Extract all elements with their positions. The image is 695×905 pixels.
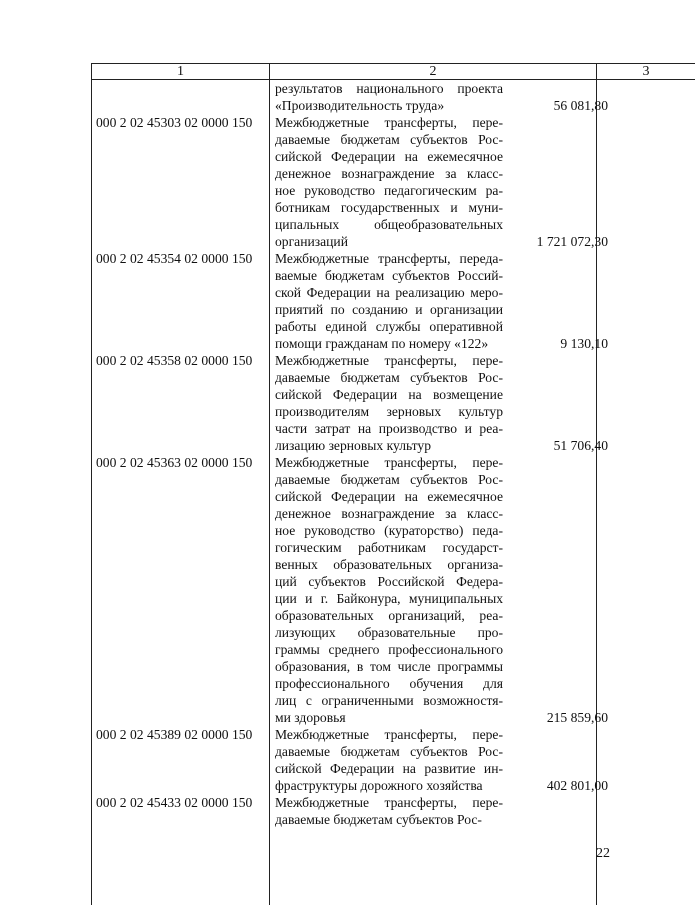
description-line: образовательных организаций, реа- — [275, 608, 503, 623]
row-amount: 1 721 072,30 — [536, 234, 608, 249]
row-code: 000 2 02 45303 02 0000 150 — [96, 115, 253, 130]
description-line: ций субъектов Российской Федера- — [275, 574, 503, 589]
description-line: Межбюджетные трансферты, пере- — [275, 115, 503, 130]
row-amount: 51 706,40 — [553, 438, 608, 453]
description-line: венных образовательных организа- — [275, 557, 503, 572]
row-description — [275, 726, 503, 794]
description-line: Межбюджетные трансферты, пере- — [275, 795, 503, 810]
page-number: 22 — [596, 846, 610, 861]
description-line: Межбюджетные трансферты, пере- — [275, 455, 503, 470]
description-line: производителям зерновых культур — [275, 404, 503, 419]
description-line: даваемые бюджетам субъектов Рос- — [275, 370, 503, 385]
description-line: ваемые бюджетам субъектов Россий- — [275, 268, 503, 283]
header-col-3: 3 — [596, 63, 695, 80]
description-line: ми здоровья — [275, 710, 346, 725]
description-line: результатов национального проекта — [275, 81, 503, 96]
description-line: денежное вознаграждение за класс- — [275, 506, 503, 521]
description-line: части затрат на производство и реа- — [275, 421, 503, 436]
description-line: ции и г. Байконура, муниципальных — [275, 591, 503, 606]
description-line: даваемые бюджетам субъектов Рос- — [275, 812, 482, 827]
description-line: сийской Федерации на развитие ин- — [275, 761, 503, 776]
description-line: даваемые бюджетам субъектов Рос- — [275, 472, 503, 487]
row-amount: 9 130,10 — [560, 336, 608, 351]
description-line: Межбюджетные трансферты, пере- — [275, 353, 503, 368]
header-col-2: 2 — [269, 63, 596, 80]
table-divider-1 — [269, 63, 270, 905]
row-description — [275, 454, 503, 726]
row-amount: 56 081,80 — [553, 98, 608, 113]
description-line: даваемые бюджетам субъектов Рос- — [275, 744, 503, 759]
row-code: 000 2 02 45354 02 0000 150 — [96, 251, 253, 266]
description-line: лизацию зерновых культур — [275, 438, 432, 453]
table-border-left — [91, 63, 92, 905]
description-line: ное руководство (кураторство) педа- — [275, 523, 503, 538]
description-line: работы единой службы оперативной — [275, 319, 503, 334]
description-line: ской Федерации на реализацию меро- — [275, 285, 503, 300]
description-line: приятий по созданию и организации — [275, 302, 503, 317]
row-code: 000 2 02 45433 02 0000 150 — [96, 795, 253, 810]
description-line: лиц с ограниченными возможностя- — [275, 693, 503, 708]
row-description — [275, 352, 503, 454]
description-line: сийской Федерации на возмещение — [275, 387, 503, 402]
description-line: ципальных общеобразовательных — [275, 217, 503, 232]
description-line: образования, в том числе программы — [275, 659, 503, 674]
description-line: даваемые бюджетам субъектов Рос- — [275, 132, 503, 147]
description-line: ботникам государственных и муни- — [275, 200, 503, 215]
row-amount: 402 801,00 — [546, 778, 608, 793]
row-description — [275, 80, 503, 114]
description-line: ное руководство педагогическим ра- — [275, 183, 503, 198]
description-line: денежное вознаграждение за класс- — [275, 166, 503, 181]
description-line: лизующих образовательные про- — [275, 625, 503, 640]
description-line: фраструктуры дорожного хозяйства — [275, 778, 483, 793]
description-line: сийской Федерации на ежемесячное — [275, 149, 503, 164]
description-line: Межбюджетные трансферты, пере- — [275, 727, 503, 742]
description-line: Межбюджетные трансферты, переда- — [275, 251, 503, 266]
row-code: 000 2 02 45358 02 0000 150 — [96, 353, 253, 368]
row-amount: 215 859,60 — [546, 710, 608, 725]
header-col-1: 1 — [91, 63, 269, 80]
description-line: гогическим работникам государст- — [275, 540, 503, 555]
description-line: организаций — [275, 234, 348, 249]
row-description — [275, 114, 503, 250]
description-line: сийской Федерации на ежемесячное — [275, 489, 503, 504]
row-description — [275, 794, 503, 828]
row-description — [275, 250, 503, 352]
description-line: профессионального обучения для — [275, 676, 503, 691]
description-line: помощи гражданам по номеру «122» — [275, 336, 489, 351]
description-line: граммы среднего профессионального — [275, 642, 503, 657]
row-code: 000 2 02 45363 02 0000 150 — [96, 455, 253, 470]
row-code: 000 2 02 45389 02 0000 150 — [96, 727, 253, 742]
description-line: «Производительность труда» — [275, 98, 445, 113]
